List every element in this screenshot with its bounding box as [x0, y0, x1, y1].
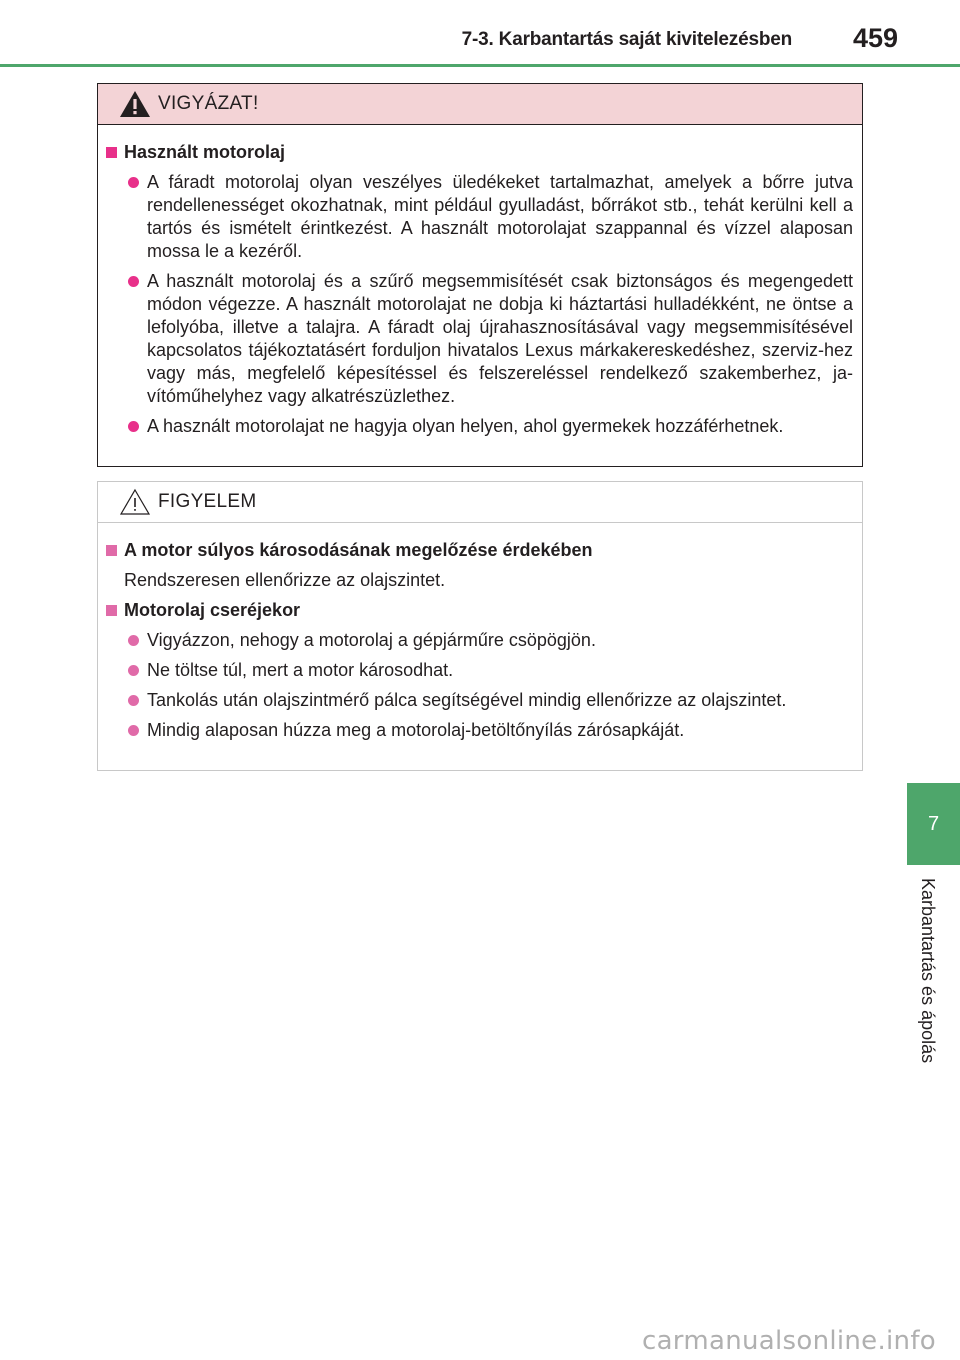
notice-body: [98, 523, 862, 742]
list-item-text: A használt motorolaj és a szűrő megsemmisítését csak biztonságos és megengedett módon végezze. A használt motorolajat ne dobja ki háztartási hulladékként, ne öntse a lefolyóba, illetve a talajra. A fáradt olaj újrahasznosításával vagy megsemmisítésével kapcsolatos tájékoztatásért forduljon hivatalos Lexus márkakereskedéshez, szerviz-hez vagy más, megfelelő képesítéssel és felszereléssel rendelkező szakemberhez, ja-vítóműhelyhez vagy alkatrészüzlethez.: [147, 271, 853, 406]
list-item-text: Ne töltse túl, mert a motor károsodhat.: [147, 660, 454, 680]
section-heading-text: Motorolaj cseréjekor: [124, 600, 301, 620]
square-bullet-icon: [106, 605, 117, 616]
list-item: [106, 270, 854, 408]
list-item-text: A használt motorolajat ne hagyja olyan helyen, ahol gyermekek hozzáférhetnek.: [147, 416, 784, 436]
section-heading: [106, 599, 854, 622]
list-item-text: A fáradt motorolaj olyan veszélyes üledékeket tartalmazhat, amelyek a bőrre jutva rendellenességet okozhatnak, mint például gyulladást, bőrrákot stb., tehát kerülni kell a tartós és ismételt érintkezést. A használt motorolajat szappannal és vízzel alaposan mossa le a kezéről.: [147, 172, 853, 261]
round-bullet-icon: [128, 665, 139, 676]
warning-title: VIGYÁZAT!: [158, 93, 259, 114]
section-text: Rendszeresen ellenőrizze az olajszintet.: [124, 570, 446, 590]
round-bullet-icon: [128, 695, 139, 706]
warning-box: [97, 83, 863, 467]
list-item: [106, 415, 854, 438]
list-item: [106, 689, 854, 712]
list-item: [106, 171, 854, 263]
header-title: 7-3. Karbantartás saját kivitelezésben: [461, 29, 792, 50]
round-bullet-icon: [128, 177, 139, 188]
notice-triangle-icon: [118, 487, 152, 517]
round-bullet-icon: [128, 421, 139, 432]
notice-box: [97, 481, 863, 771]
warning-body: [98, 125, 862, 438]
square-bullet-icon: [106, 545, 117, 556]
notice-header: [98, 482, 862, 523]
list-item: [106, 629, 854, 652]
list-item-text: Mindig alaposan húzza meg a motorolaj-betöltőnyílás zárósapkáját.: [147, 720, 685, 740]
round-bullet-icon: [128, 725, 139, 736]
chapter-label: Karbantartás és ápolás: [918, 878, 938, 1064]
warning-header: [98, 84, 862, 125]
section-heading-text: A motor súlyos károsodásának megelőzése érdekében: [124, 540, 593, 560]
list-item-text: Tankolás után olajszintmérő pálca segítségével mindig ellenőrizze az olajszintet.: [147, 690, 787, 710]
page-number: 459: [852, 23, 898, 53]
notice-title: FIGYELEM: [158, 491, 257, 512]
round-bullet-icon: [128, 635, 139, 646]
chapter-tab[interactable]: 7: [907, 783, 960, 865]
section-heading: [106, 141, 854, 164]
section-heading: [106, 539, 854, 562]
list-item: [106, 659, 854, 682]
list-item: [106, 719, 854, 742]
section-heading-text: Használt motorolaj: [124, 142, 286, 162]
round-bullet-icon: [128, 276, 139, 287]
warning-triangle-icon: [118, 89, 152, 119]
square-bullet-icon: [106, 147, 117, 158]
header-rule: [0, 64, 960, 67]
list-item-text: Vigyázzon, nehogy a motorolaj a gépjárműre csöpögjön.: [147, 630, 596, 650]
watermark: carmanualsonline.info: [641, 1326, 936, 1356]
